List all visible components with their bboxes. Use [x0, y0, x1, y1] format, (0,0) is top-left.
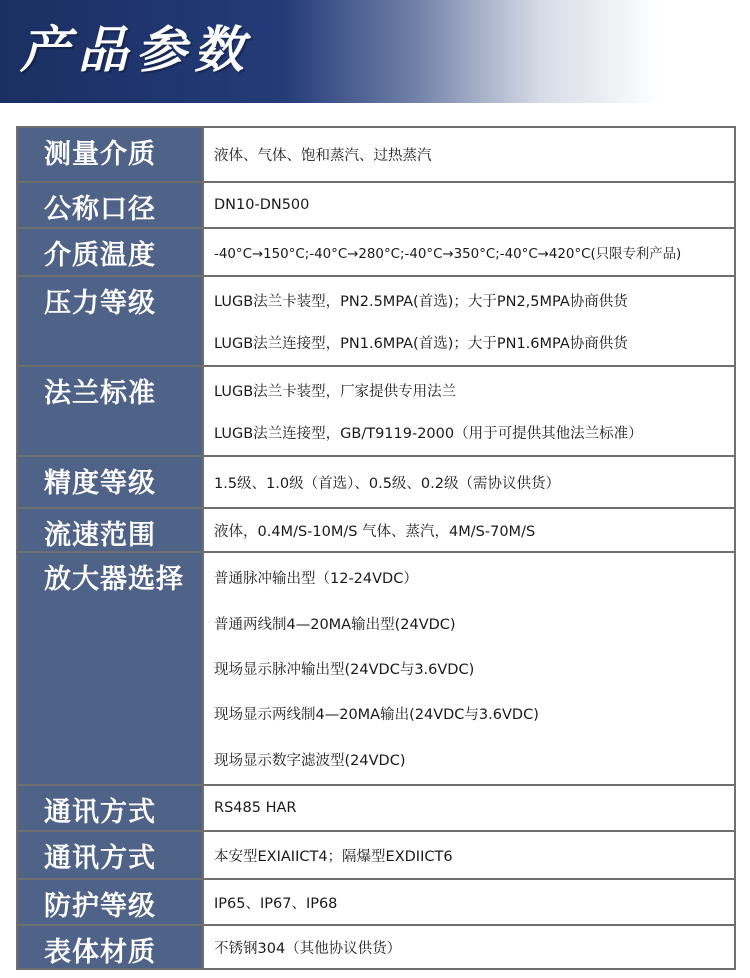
row-label: 放大器选择: [18, 553, 204, 784]
table-row: [18, 509, 734, 553]
row-values: [204, 183, 734, 227]
row-value: 现场显示两线制4—20MA输出(24VDC与3.6VDC): [214, 707, 539, 724]
row-value: 普通脉冲输出型（12-24VDC）: [214, 571, 418, 588]
table-row: [18, 128, 734, 183]
row-values: [204, 128, 734, 181]
row-values: [204, 553, 734, 784]
row-value: LUGB法兰卡装型，PN2.5MPA(首选)；大于PN2,5MPA协商供货: [214, 293, 628, 310]
row-label: 通讯方式: [18, 786, 204, 830]
row-values: [204, 367, 734, 455]
table-row: [18, 553, 734, 786]
row-value: LUGB法兰连接型，PN1.6MPA(首选)；大于PN1.6MPA协商供货: [214, 335, 628, 352]
row-value: 1.5级、1.0级（首选）、0.5级、0.2级（需协议供货）: [214, 475, 560, 492]
row-label: 表体材质: [18, 926, 204, 968]
row-values: [204, 786, 734, 830]
row-label: 介质温度: [18, 229, 204, 275]
row-values: [204, 832, 734, 878]
row-value: 现场显示数字滤波型(24VDC): [214, 752, 406, 769]
table-row: [18, 832, 734, 880]
table-row: [18, 880, 734, 926]
row-label: 精度等级: [18, 457, 204, 507]
table-row: [18, 229, 734, 277]
row-values: [204, 457, 734, 507]
row-value: LUGB法兰连接型，GB/T9119-2000（用于可提供其他法兰标准）: [214, 425, 643, 442]
row-value: DN10-DN500: [214, 197, 310, 213]
row-label: 压力等级: [18, 277, 204, 365]
row-label: 防护等级: [18, 880, 204, 924]
row-value: RS485 HAR: [214, 800, 297, 816]
row-label: 通讯方式: [18, 832, 204, 878]
table-row: [18, 277, 734, 367]
header-banner: [0, 0, 750, 103]
row-value: 液体，0.4M/S-10M/S 气体、蒸汽，4M/S-70M/S: [214, 523, 536, 540]
row-label: 法兰标准: [18, 367, 204, 455]
row-values: [204, 277, 734, 365]
row-label: 测量介质: [18, 128, 204, 181]
row-label: 流速范围: [18, 509, 204, 551]
row-values: [204, 229, 734, 275]
table-row: [18, 786, 734, 832]
row-value: 普通两线制4—20MA输出型(24VDC): [214, 616, 456, 633]
row-value: LUGB法兰卡装型，厂家提供专用法兰: [214, 383, 457, 400]
row-value: IP65、IP67、IP68: [214, 895, 338, 912]
row-value: 现场显示脉冲输出型(24VDC与3.6VDC): [214, 661, 475, 678]
row-values: [204, 880, 734, 924]
row-value: -40°C→150°C;-40°C→280°C;-40°C→350°C;-40°C→420°C(只限专利产品): [214, 246, 682, 262]
table-row: [18, 183, 734, 229]
row-values: [204, 926, 734, 968]
table-row: [18, 926, 734, 968]
params-table: [16, 126, 736, 970]
page-title: 产品参数: [20, 20, 252, 79]
row-value: 液体、气体、饱和蒸汽、过热蒸汽: [214, 148, 432, 164]
row-label: 公称口径: [18, 183, 204, 227]
row-values: [204, 509, 734, 551]
table-row: [18, 457, 734, 509]
row-value: 不锈钢304（其他协议供货）: [214, 940, 402, 957]
row-value: 本安型EXIAIICT4；隔爆型EXDIICT6: [214, 848, 453, 865]
table-row: [18, 367, 734, 457]
